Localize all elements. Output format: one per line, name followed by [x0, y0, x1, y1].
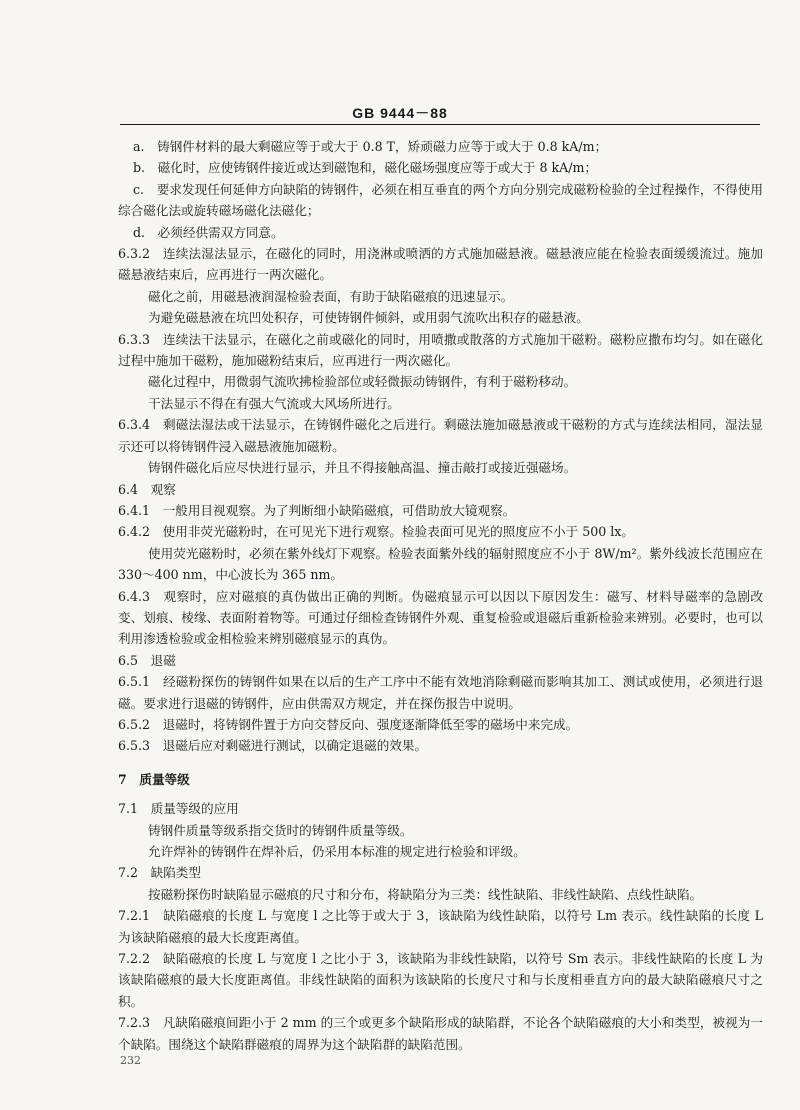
paragraph: 6.5.1 经磁粉探伤的铸钢件如果在以后的生产工序中不能有效地消除剩磁而影响其加工、测试或使用，必须进行退磁。要求进行退磁的铸钢件，应由供需双方规定，并在探伤报告中说明。: [118, 674, 763, 711]
paragraph: 6.4.3 观察时，应对磁痕的真伪做出正确的判断。伪磁痕显示可以因以下原因发生：磁写、材料导磁率的急剧改变、划痕、棱缘、表面附着物等。可通过仔细检查铸钢件外观、重复检验或退磁后重新检验来辨别。必要时，也可以利用渗透检验或金相检验来辨别磁痕显示的真伪。: [118, 588, 763, 647]
section-heading: 7 质量等级: [118, 771, 190, 787]
paragraph: 7.1 质量等级的应用: [118, 801, 239, 817]
paragraph: 铸钢件磁化后应尽快进行显示，并且不得接触高温、撞击敲打或接近强磁场。: [148, 460, 577, 476]
paragraph: b. 磁化时，应使铸钢件接近或达到磁饱和，磁化磁场强度应等于或大于 8 kA/m；: [133, 160, 597, 176]
paragraph: 6.4.2 使用非荧光磁粉时，在可见光下进行观察。检验表面可见光的照度应不小于 500 lx。: [118, 524, 634, 540]
paragraph: 磁化之前，用磁悬液润湿检验表面，有助于缺陷磁痕的迅速显示。: [148, 288, 514, 304]
paragraph: 6.5.2 退磁时，将铸钢件置于方向交替反向、强度逐渐降低至零的磁场中来完成。: [118, 716, 579, 732]
page-number: 232: [120, 1054, 141, 1067]
paragraph: a. 铸钢件材料的最大剩磁应等于或大于 0.8 T，矫顽磁力应等于或大于 0.8 kA/m；: [133, 139, 608, 154]
paragraph: 铸钢件质量等级系指交货时的铸钢件质量等级。: [148, 822, 413, 838]
header-rule: [120, 124, 760, 125]
paragraph: 6.3.2 连续法湿法显示，在磁化的同时，用浇淋或喷洒的方式施加磁悬液。磁悬液应能在检验表面缓缓流过。施加磁悬液结束后，应再进行一两次磁化。: [118, 246, 763, 283]
paragraph: 7.2.3 凡缺陷磁痕间距小于 2 mm 的三个或更多个缺陷形成的缺陷群，不论各个缺陷磁痕的大小和类型，被视为一个缺陷。围绕这个缺陷群磁痕的周界为这个缺陷群的缺陷范围。: [118, 1015, 763, 1052]
paragraph: 7.2.1 缺陷磁痕的长度 L 与宽度 l 之比等于或大于 3，该缺陷为线性缺陷，以符号 Lm 表示。线性缺陷的长度 L 为该缺陷磁痕的最大长度距离值。: [118, 908, 763, 945]
paragraph: 6.5.3 退磁后应对剩磁进行测试，以确定退磁的效果。: [118, 738, 428, 754]
paragraph: 按磁粉探伤时缺陷显示磁痕的尺寸和分布，将缺陷分为三类：线性缺陷、非线性缺陷、点线性缺陷。: [148, 886, 703, 902]
paragraph: 使用荧光磁粉时，必须在紫外线灯下观察。检验表面紫外线的辐射照度应不小于 8W/m²。紫外线波长范围应在 330～400 nm，中心波长为 365 nm。: [118, 545, 763, 583]
paragraph: 7.2.2 缺陷磁痕的长度 L 与宽度 l 之比小于 3，该缺陷为非线性缺陷，以符号 Sm 表示。非线性缺陷的长度 L 为该缺陷磁痕的最大长度距离值。非线性缺陷的面积为该缺陷的长度尺寸和与长度相垂直方向的最大缺陷磁痕尺寸之积。: [118, 951, 763, 1009]
body-text: [118, 136, 763, 1055]
standard-number-header: GB 9444－88: [352, 105, 448, 121]
paragraph: d. 必须经供需双方同意。: [133, 224, 284, 240]
paragraph: 6.3.3 连续法干法显示，在磁化之前或磁化的同时，用喷撒或散落的方式施加干磁粉。磁粉应撒布均匀。如在磁化过程中施加干磁粉，施加磁粉结束后，应再进行一两次磁化。: [118, 331, 763, 369]
paragraph: 6.5 退磁: [118, 652, 176, 668]
paragraph: 干法显示不得在有强大气流或大风场所进行。: [148, 395, 400, 411]
paragraph: 6.3.4 剩磁法湿法或干法显示，在铸钢件磁化之后进行。剩磁法施加磁悬液或干磁粉的方式与连续法相同，湿法显示还可以将铸钢件浸入磁悬液施加磁粉。: [118, 417, 763, 454]
paragraph: 6.4.1 一般用目视观察。为了判断细小缺陷磁痕，可借助放大镜观察。: [118, 502, 516, 518]
paragraph: 为避免磁悬液在坑凹处积存，可使铸钢件倾斜，或用弱气流吹出积存的磁悬液。: [148, 310, 589, 326]
paragraph: 7.2 缺陷类型: [118, 865, 201, 881]
paragraph: 磁化过程中，用微弱气流吹拂检验部位或轻微振动铸钢件，有利于磁粉移动。: [148, 374, 577, 390]
paragraph: c. 要求发现任何延伸方向缺陷的铸钢件，必须在相互垂直的两个方向分别完成磁粉检验的全过程操作，不得使用综合磁化法或旋转磁场磁化法磁化；: [118, 181, 763, 219]
paragraph: 允许焊补的铸钢件在焊补后，仍采用本标准的规定进行检验和评级。: [148, 844, 526, 859]
paragraph: 6.4 观察: [118, 481, 176, 497]
